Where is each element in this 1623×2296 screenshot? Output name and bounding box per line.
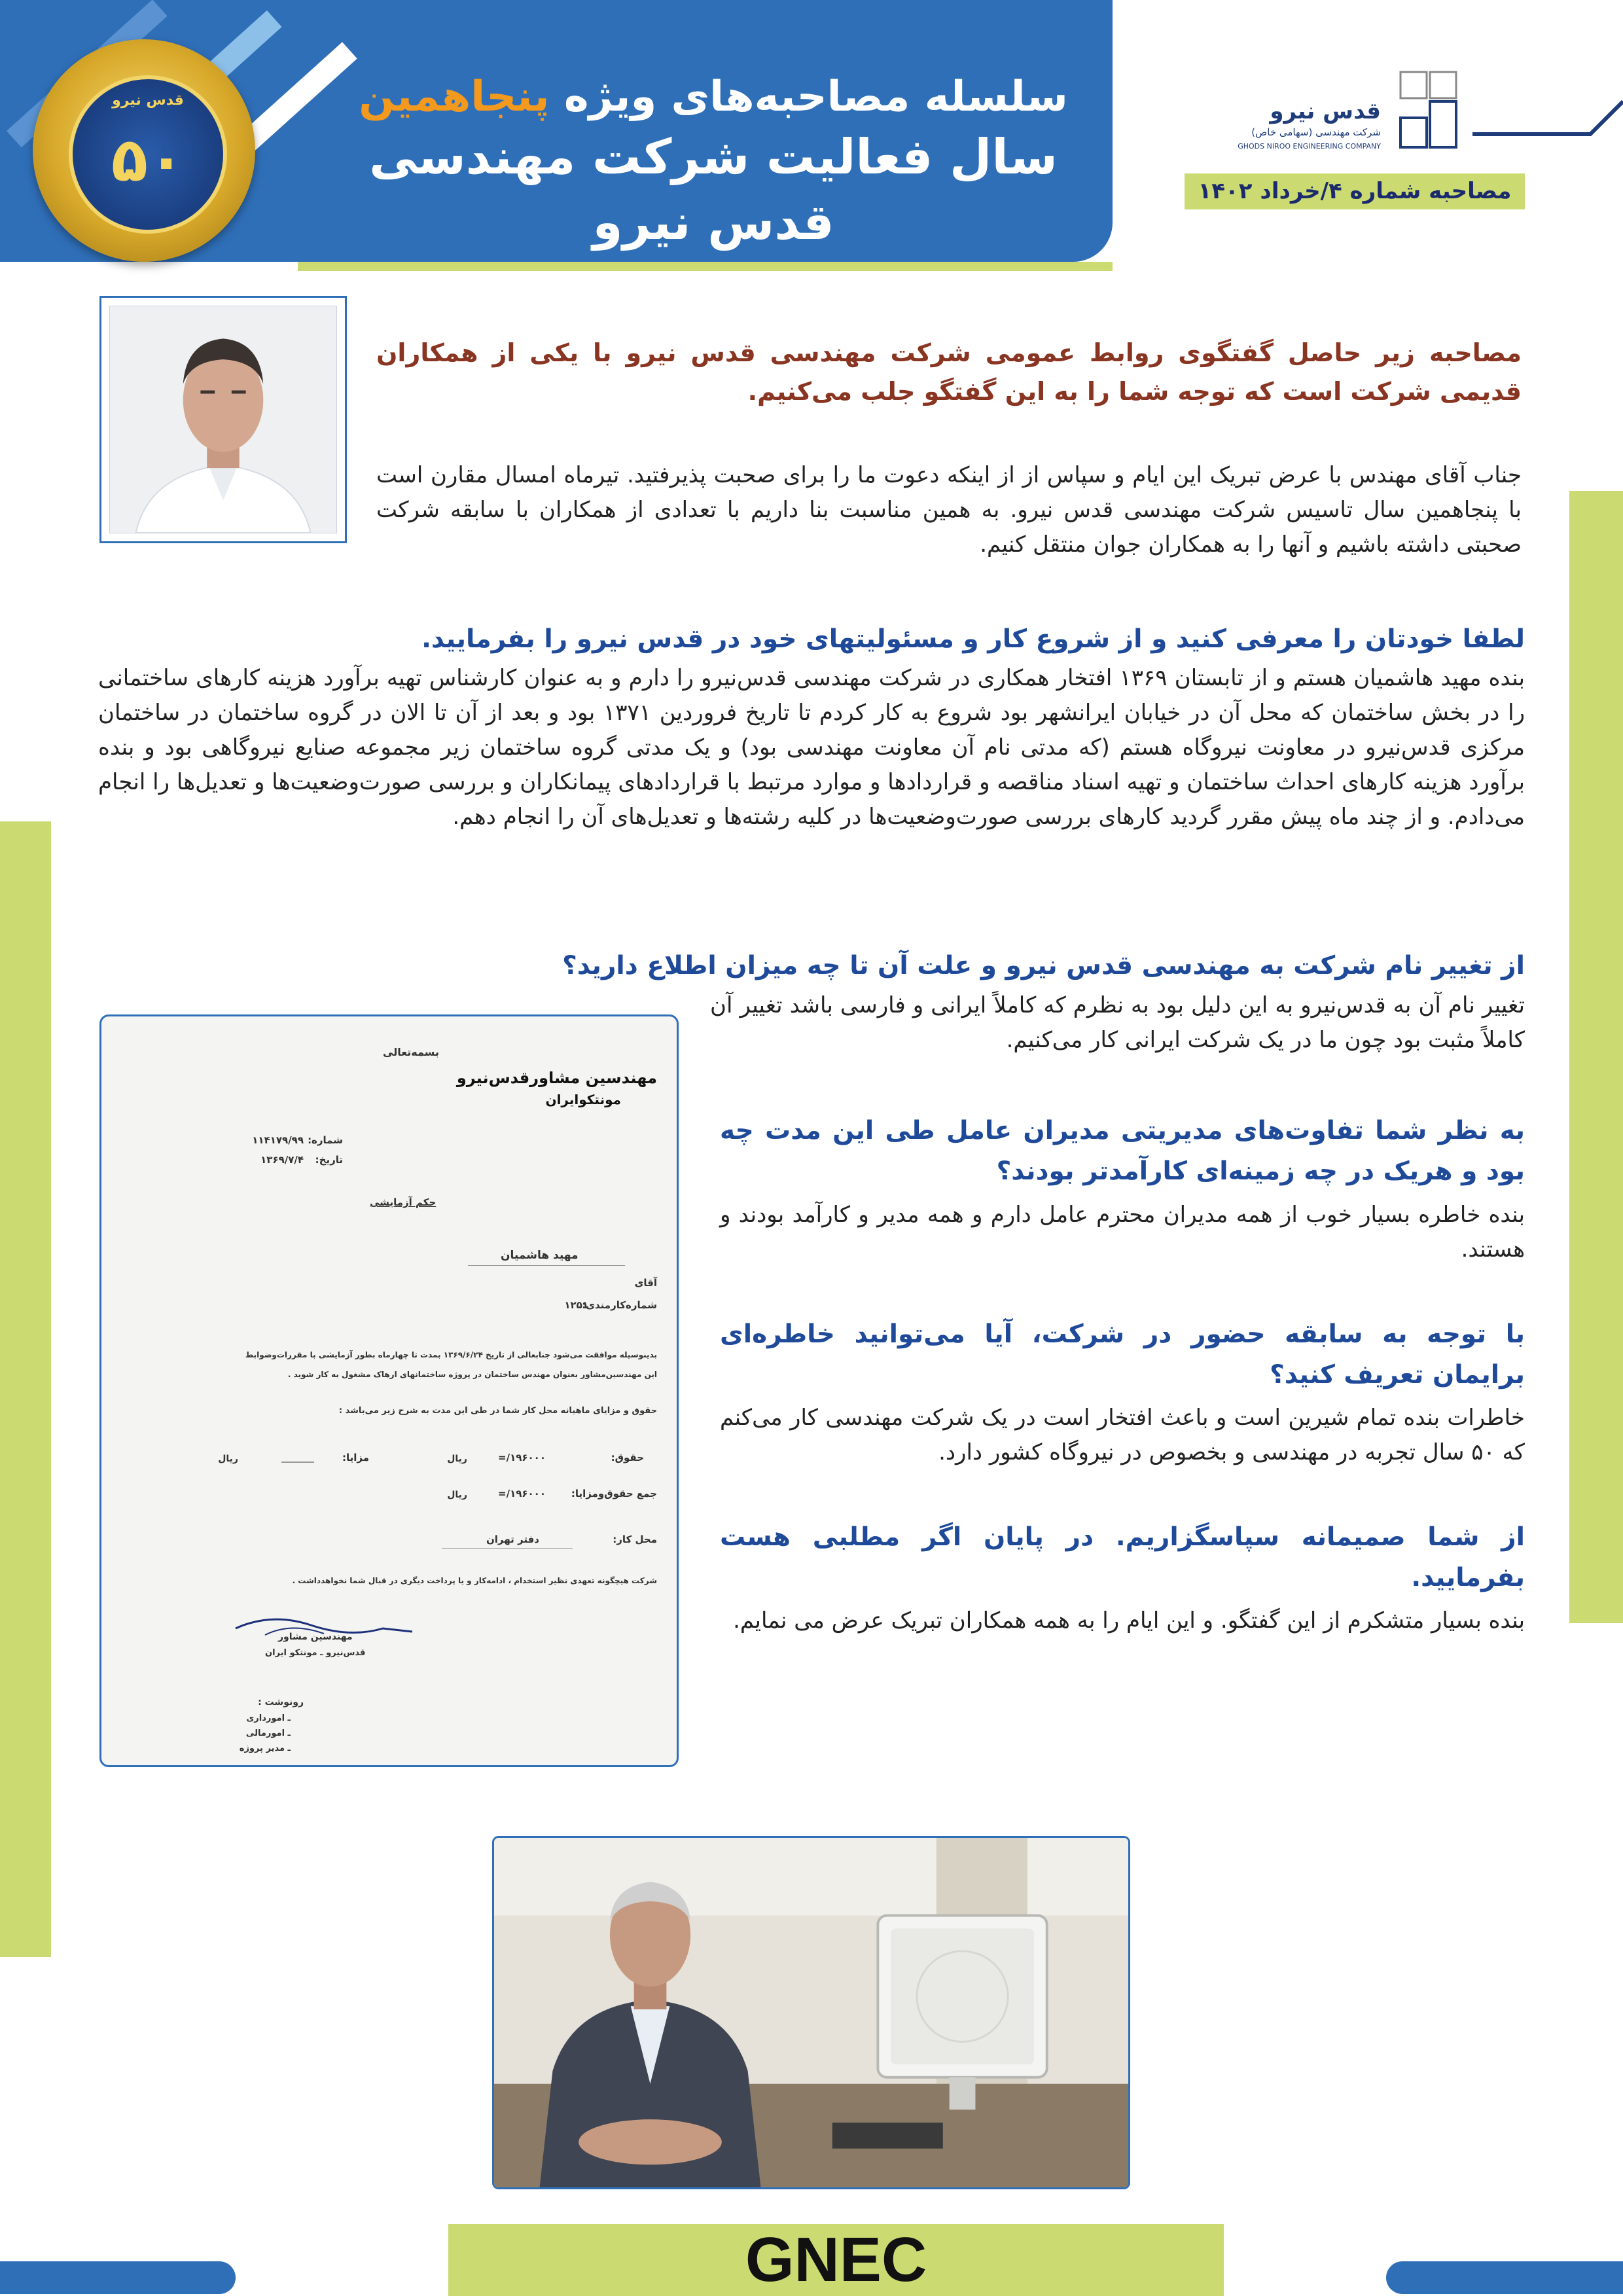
doc-body-line2: این مهندسین‌مشاور بعنوان مهندس ساختمان در پروژه ساختمانهای ارهاک مشغول به کار شوید . xyxy=(287,1370,657,1379)
doc-signature-line1: مهندسین مشاور xyxy=(278,1632,353,1642)
doc-note: شرکت هیچگونه تعهدی نظیر استخدام ، ادامه‌کار و یا پرداخت دیگری در قبال شما نخواهدداشت . xyxy=(292,1576,657,1585)
doc-salary-unit: ریال xyxy=(447,1454,467,1464)
question-3: به نظر شما تفاوت‌های مدیریتی مدیران عامل طی این مدت چه بود و هریک در چه زمینه‌ای کارآمدتر بودند؟ xyxy=(720,1116,1525,1187)
doc-date-label: تاریخ: xyxy=(315,1154,343,1166)
employment-letter-scan xyxy=(99,1014,679,1767)
badge-inner xyxy=(69,75,227,234)
doc-location-dots xyxy=(442,1548,573,1549)
doc-employee-label: شماره‌کارمندی: xyxy=(582,1299,657,1311)
answer-3: بنده خاطره بسیار خوب از همه مدیران محترم عامل دارم و همه مدیر و کارآمد بودند و هستند. xyxy=(720,1202,1525,1263)
doc-signature-line2: قدس‌نیرو ـ مونتکو ایران xyxy=(265,1648,366,1658)
interviewee-portrait xyxy=(99,296,347,543)
doc-recipient-dots xyxy=(468,1265,625,1266)
doc-cc-label: رونوشت : xyxy=(258,1697,304,1708)
doc-employee-value: ۱۲۵۱ xyxy=(564,1299,588,1311)
badge-number: ۵۰ xyxy=(111,125,185,195)
signature-icon xyxy=(232,1609,416,1648)
question-1: لطفا خودتان را معرفی کنید و از شروع کار و مسئولیتهای خود در قدس نیرو را بفرمایید. xyxy=(421,624,1525,654)
answer-5: بنده بسیار متشکرم از این گفتگو. و این ایام را به همه همکاران تبریک عرض می نمایم. xyxy=(733,1607,1525,1634)
right-accent-bar xyxy=(1569,491,1623,1623)
footer-brand: GNEC xyxy=(745,2225,927,2295)
doc-basmala: بسمه‌تعالی xyxy=(383,1046,439,1058)
doc-benefits-label: مزایا: xyxy=(342,1452,369,1463)
doc-salary-intro: حقوق و مزایای ماهیانه محل کار شما در طی این مدت به شرح زیر می‌باشد : xyxy=(338,1406,657,1416)
header-underline xyxy=(298,262,1113,271)
title-line1 xyxy=(353,69,1073,125)
doc-date-value: ۱۳۶۹/۷/۴ xyxy=(260,1154,304,1166)
doc-salary-label: حقوق: xyxy=(611,1452,644,1463)
logo-english: GHODS NIROO ENGINEERING COMPANY xyxy=(1238,142,1381,151)
doc-location-label: محل کار: xyxy=(613,1534,657,1545)
doc-total-value: ۱۹۶۰۰۰/= xyxy=(498,1488,546,1499)
question-4: با توجه به سابقه حضور در شرکت، آیا می‌توانید خاطره‌ای برایمان تعریف کنید؟ xyxy=(720,1319,1525,1390)
doc-cc3: ـ مدیر پروژه xyxy=(239,1744,291,1753)
doc-cc2: ـ امورمالی xyxy=(245,1729,291,1738)
footer-bar-left xyxy=(0,2261,236,2294)
answer-1: بنده مهید هاشمیان هستم و از تابستان ۱۳۶۹ افتخار همکاری در شرکت مهندسی قدس‌نیرو را دارم و به عنوان کارشناس تهیه برآورد هزینه کارهای ساختمانی را در بخش ساختمان که محل آن در خیابان ایرانشهر بود شروع به کار کردم تا تاریخ فروردین ۱۳۷۱ بود و بعد از آن تا الان در گروه ساختمان در ساختمان مرکزی قدس‌نیرو در معاونت نیروگاه هستم (که مدتی نام آن معاونت مهندسی بود) و یک مدتی گروه ساختمان زیر مجموعه صنایع نیروگاهی بود و بنده برآورد هزینه کارهای احداث ساختمان و تهیه اسناد مناقصه و قراردادها و موارد مرتبط با قراردادهای پیمانکاران و بررسی صورت‌وضعیت‌ها و تعدیل‌ها را انجام می‌دادم. و از چند ماه پیش مقرر گردید کارهای بررسی صورت‌وضعیت‌ها در کلیه رشته‌ها و تعدیل‌های آن را انجام دهم. xyxy=(98,665,1525,831)
logo-mark-icon xyxy=(1394,69,1466,154)
intro-paragraph: مصاحبه زیر حاصل گفتگوی روابط عمومی شرکت مهندسی قدس نیرو با یکی از همکاران قدیمی شرکت است که توجه شما را به این گفتگو جلب می‌کنیم. xyxy=(376,338,1522,406)
doc-company-line1: مهندسین مشاورقدس‌نیرو xyxy=(456,1069,657,1087)
doc-benefits-unit: ریال xyxy=(218,1454,238,1464)
doc-number-label: شماره: xyxy=(308,1134,343,1146)
answer-2: تغییر نام آن به قدس‌نیرو به این دلیل بود به نظرم که کاملاً ایرانی و فارسی باشد تغییر آن کاملاً مثبت بود چون ما در یک شرکت ایرانی کار می‌کنیم. xyxy=(710,992,1525,1054)
company-logo xyxy=(1238,69,1492,154)
anniversary-badge xyxy=(33,39,255,262)
doc-subject: حکم آزمایشی xyxy=(370,1196,437,1208)
badge-text: قدس نیرو xyxy=(112,92,184,109)
office-photo xyxy=(492,1836,1130,2189)
title-line1-highlight: پنجاهمین xyxy=(359,73,550,121)
doc-company-line2: مونتکوایران xyxy=(545,1092,621,1107)
doc-cc1: ـ امورداری xyxy=(246,1713,291,1723)
footer-bar-right xyxy=(1386,2261,1623,2294)
answer-4: خاطرات بنده تمام شیرین است و باعث افتخار است در یک شرکت مهندسی کار می‌کنم که ۵۰ سال تجربه در مهندسی و بخصوص در نیروگاه کشور دارد. xyxy=(720,1405,1525,1466)
left-accent-bar xyxy=(0,821,51,1957)
doc-recipient-label: آقای xyxy=(634,1277,657,1289)
logo-line xyxy=(1472,98,1623,151)
interview-tag: مصاحبه شماره ۴/خرداد ۱۴۰۲ xyxy=(1185,173,1525,209)
logo-subtitle: شرکت مهندسی (سهامی خاص) xyxy=(1251,126,1381,138)
title-line1-prefix: سلسله مصاحبه‌های ویژه xyxy=(563,73,1068,121)
doc-total-label: جمع حقوق‌ومزایا: xyxy=(571,1488,657,1499)
doc-total-unit: ریال xyxy=(447,1490,467,1500)
office-photo-illustration xyxy=(494,1838,1128,2187)
doc-salary-value: ۱۹۶۰۰۰/= xyxy=(498,1452,546,1463)
title-line2: سال فعالیت شرکت مهندسی قدس نیرو xyxy=(369,129,1058,251)
doc-body-line1: بدینوسیله موافقت می‌شود جنابعالی از تاریخ ۱۳۶۹/۶/۲۴ بمدت تا چهارماه بطور آزمایشی با مقررات‌وضوابط xyxy=(245,1350,657,1359)
question-2: از تغییر نام شرکت به مهندسی قدس نیرو و علت آن تا چه میزان اطلاع دارید؟ xyxy=(562,951,1525,980)
opening-paragraph: جناب آقای مهندس با عرض تبریک این ایام و سپاس از از اینکه دعوت ما را برای صحبت پذیرفتید. تیرماه امسال مقارن است با پنجاهمین سال تاسیس شرکت مهندسی قدس نیرو. به همین مناسبت بنا داریم با تعدادی از همکاران با سابقه شرکت صحبتی داشته باشیم و آنها را به همکاران جوان منتقل کنیم. xyxy=(376,462,1522,558)
question-5: از شما صمیمانه سپاسگزاریم. در پایان اگر مطلبی هست بفرمایید. xyxy=(720,1522,1525,1593)
doc-benefits-blank xyxy=(281,1462,314,1463)
portrait-photo xyxy=(109,306,337,533)
doc-number-value: ۱۱۴۱۷۹/۹۹ xyxy=(252,1134,304,1146)
logo-name: قدس نیرو xyxy=(1270,98,1381,124)
header-title xyxy=(353,69,1073,256)
doc-recipient-name: مهید هاشمیان xyxy=(501,1249,579,1262)
doc-location-value: دفتر تهران xyxy=(486,1534,539,1545)
